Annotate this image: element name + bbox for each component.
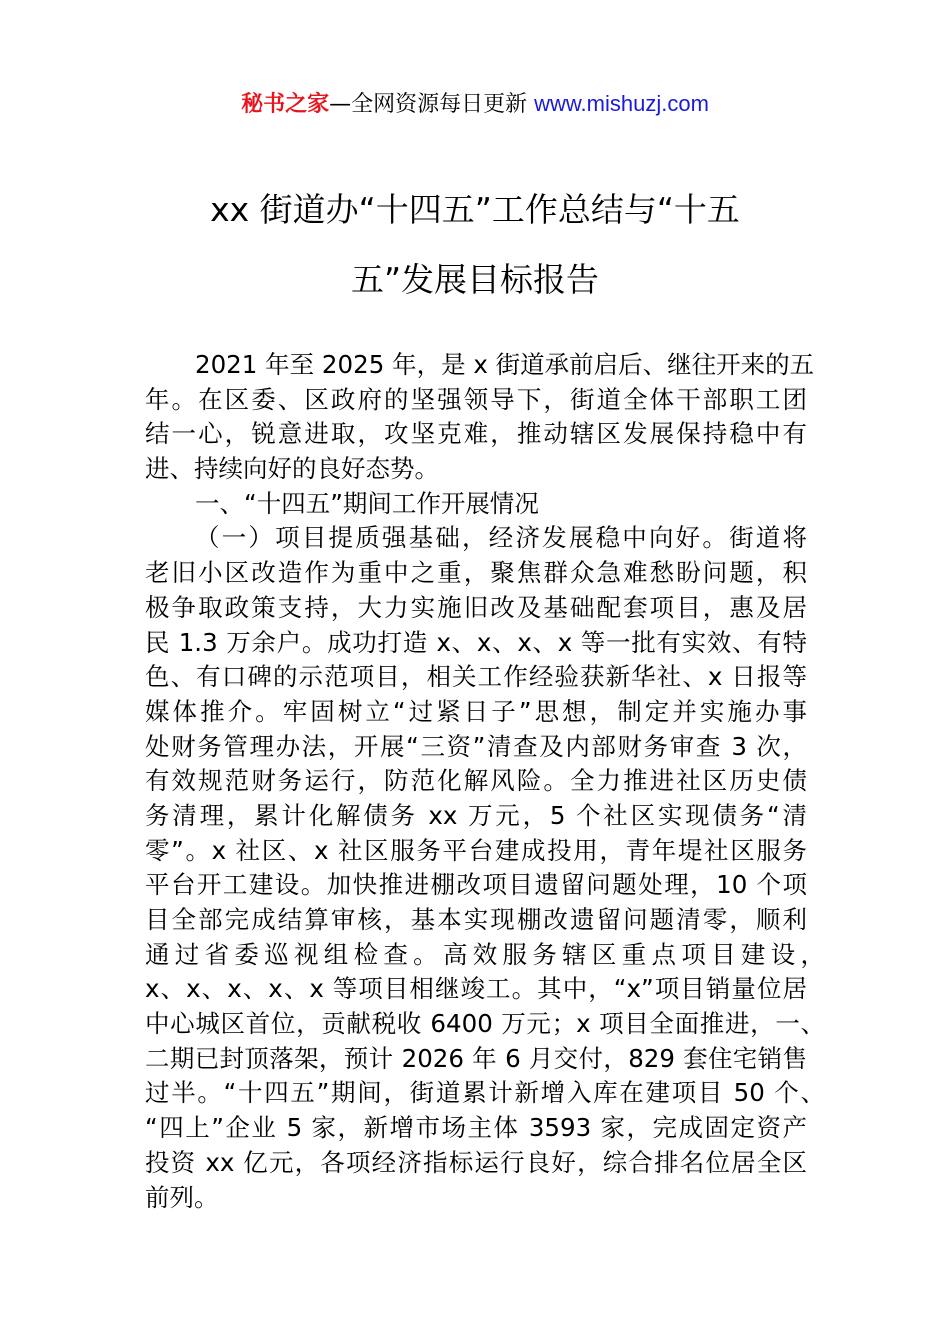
- paragraph-line: 前列。: [145, 1182, 219, 1212]
- section-heading: 一、“十四五”期间工作开展情况: [195, 488, 539, 518]
- paragraph-line: 民 1.3 万余户。成功打造 x、x、x、x 等一批有实效、有特: [145, 627, 807, 657]
- paragraph-line: 进、持续向好的良好态势。: [145, 454, 439, 484]
- paragraph-line: （一）项目提质强基础，经济发展稳中向好。街道将: [195, 523, 807, 553]
- document-title-line-1: xx 街道办“十四五”工作总结与“十五: [210, 190, 740, 229]
- header-slogan: —全网资源每日更新: [329, 92, 535, 117]
- paragraph-line: 2021 年至 2025 年，是 x 街道承前启后、继往开来的五: [195, 350, 815, 379]
- paragraph-line: 二期已封顶落架，预计 2026 年 6 月交付，829 套住宅销售: [145, 1043, 807, 1073]
- paragraph-line: 过半。“十四五”期间，街道累计新增入库在建项目 50 个、: [145, 1078, 825, 1108]
- paragraph-line: 年。在区委、区政府的坚强领导下，街道全体干部职工团: [145, 384, 807, 414]
- paragraph-line: 媒体推介。牢固树立“过紧日子”思想，制定并实施办事: [145, 696, 807, 726]
- document-body: [145, 348, 825, 1215]
- paragraph-line: 目全部完成结算审核，基本实现棚改遗留问题清零，顺利: [145, 905, 807, 934]
- paragraph-line: 老旧小区改造作为重中之重，聚焦群众急难愁盼问题，积: [145, 558, 807, 588]
- paragraph-line: 极争取政策支持，大力实施旧改及基础配套项目，惠及居: [145, 592, 807, 622]
- site-header: [0, 88, 950, 121]
- site-url-link[interactable]: www.mishuzj.com: [534, 91, 709, 116]
- paragraph-line: 中心城区首位，贡献税收 6400 万元；x 项目全面推进，一、: [145, 1009, 825, 1039]
- paragraph-line: 结一心，锐意进取，攻坚克难，推动辖区发展保持稳中有: [145, 419, 807, 449]
- paragraph-line: 平台开工建设。加快推进棚改项目遗留问题处理，10 个项: [145, 870, 807, 900]
- paragraph-line: 有效规范财务运行，防范化解风险。全力推进社区历史债: [145, 766, 807, 796]
- paragraph-line: 色、有口碑的示范项目，相关工作经验获新华社、x 日报等: [145, 662, 807, 692]
- paragraph-line: x、x、x、x、x 等项目相继竣工。其中，“x”项目销量位居: [145, 974, 807, 1004]
- document-title-line-2: 五”发展目标报告: [350, 260, 600, 299]
- paragraph-line: 投资 xx 亿元，各项经济指标运行良好，综合排名位居全区: [145, 1147, 807, 1177]
- brand-name: 秘书之家: [241, 92, 330, 117]
- paragraph-line: 零”。x 社区、x 社区服务平台建成投用，青年堤社区服务: [145, 835, 807, 865]
- paragraph-line: 处财务管理办法，开展“三资”清查及内部财务审查 3 次，: [145, 731, 807, 761]
- paragraph-line: 务清理，累计化解债务 xx 万元，5 个社区实现债务“清: [145, 800, 807, 830]
- paragraph-line: 通过省委巡视组检查。高效服务辖区重点项目建设，: [145, 939, 825, 969]
- paragraph-line: “四上”企业 5 家，新增市场主体 3593 家，完成固定资产: [145, 1113, 807, 1143]
